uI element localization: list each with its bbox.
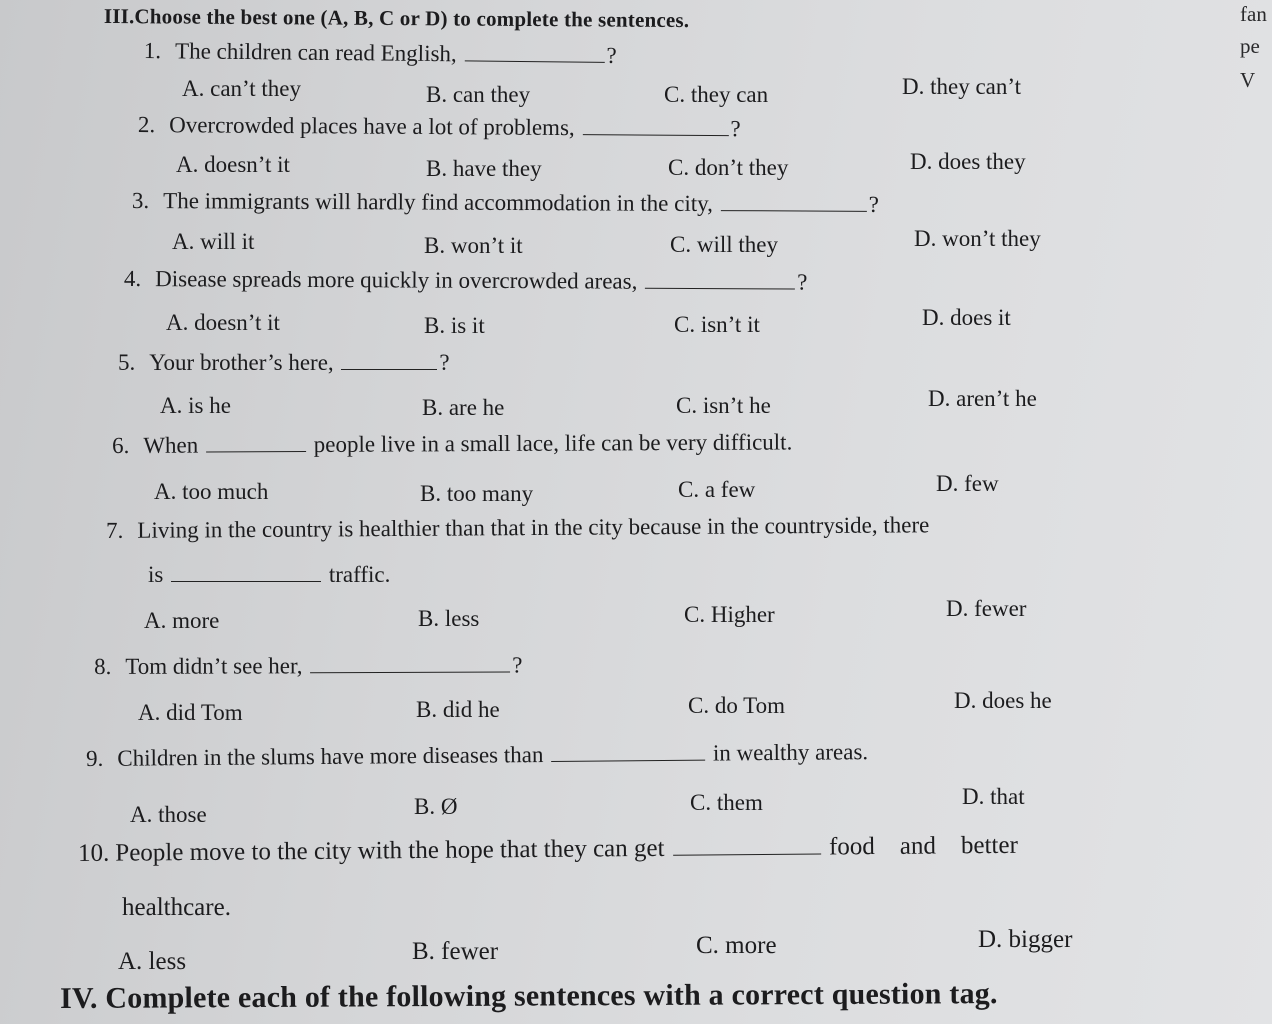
answer-blank[interactable] <box>673 836 821 856</box>
option-c[interactable]: C. them <box>690 790 763 815</box>
answer-blank[interactable] <box>464 42 604 62</box>
option-a[interactable]: A. more <box>144 608 220 633</box>
option-b[interactable]: B. are he <box>422 395 505 420</box>
option-a[interactable]: A. too much <box>154 479 269 504</box>
option-b[interactable]: B. too many <box>420 481 534 506</box>
option-b[interactable]: B. did he <box>416 697 500 722</box>
option-d[interactable]: D. few <box>936 471 999 496</box>
answer-blank[interactable] <box>645 270 795 290</box>
side-fragment: fan <box>1240 2 1267 26</box>
option-a[interactable]: A. doesn’t it <box>176 152 290 177</box>
option-c[interactable]: C. Higher <box>684 602 775 627</box>
option-c[interactable]: C. more <box>696 932 777 959</box>
option-c[interactable]: C. isn’t he <box>676 393 771 418</box>
section-3-title: III.Choose the best one (A, B, C or D) to complete the sentences. <box>103 4 690 33</box>
option-c[interactable]: C. a few <box>678 477 756 502</box>
question-4: 4. Disease spreads more quickly in overcrowded areas, ? <box>123 266 808 295</box>
option-d[interactable]: D. fewer <box>946 596 1027 621</box>
question-9: 9. Children in the slums have more diseases than in wealthy areas. <box>86 739 869 771</box>
option-a[interactable]: A. can’t they <box>182 76 302 101</box>
option-a[interactable]: A. doesn’t it <box>166 310 280 335</box>
answer-blank[interactable] <box>171 563 321 582</box>
option-b[interactable]: B. fewer <box>412 938 499 965</box>
answer-blank[interactable] <box>310 654 510 674</box>
answer-blank[interactable] <box>206 433 306 453</box>
answer-blank[interactable] <box>551 742 705 762</box>
option-d[interactable]: D. that <box>962 784 1025 809</box>
question-8: 8. Tom didn’t see her, ? <box>94 652 523 679</box>
option-a[interactable]: A. will it <box>172 229 255 254</box>
option-d[interactable]: D. won’t they <box>914 226 1041 251</box>
question-7: 7. Living in the country is healthier than that in the city because in the countryside, there <box>106 512 930 543</box>
option-b[interactable]: B. can they <box>426 82 531 107</box>
answer-blank[interactable] <box>721 192 867 212</box>
option-c[interactable]: C. don’t they <box>668 155 789 180</box>
question-5: 5. Your brother’s here, ? <box>118 350 450 375</box>
option-b[interactable]: B. is it <box>424 313 485 338</box>
question-2: 2. Overcrowded places have a lot of problems, ? <box>137 112 741 142</box>
option-a[interactable]: A. is he <box>160 393 231 418</box>
option-c[interactable]: C. isn’t it <box>674 312 760 337</box>
option-b[interactable]: B. Ø <box>414 794 458 819</box>
side-fragment: V <box>1240 68 1256 92</box>
question-1: 1. The children can read English, ? <box>143 38 617 68</box>
section-4-title: IV. Complete each of the following sentences with a correct question tag. <box>60 977 998 1015</box>
option-a[interactable]: A. less <box>118 948 187 975</box>
option-d[interactable]: D. does they <box>910 149 1026 174</box>
option-b[interactable]: B. won’t it <box>424 233 523 258</box>
option-b[interactable]: B. less <box>418 606 480 631</box>
option-a[interactable]: A. those <box>130 802 207 827</box>
question-7-line-2: is traffic. <box>148 562 391 587</box>
question-10-line-2: healthcare. <box>122 894 231 921</box>
question-10: 10. People move to the city with the hope that they can get food and better <box>78 831 1018 867</box>
option-c[interactable]: C. will they <box>670 232 778 257</box>
question-3: 3. The immigrants will hardly find accommodation in the city, ? <box>131 188 879 217</box>
option-d[interactable]: D. does it <box>922 305 1011 330</box>
side-fragment: pe <box>1240 34 1260 58</box>
option-d[interactable]: D. does he <box>954 688 1052 713</box>
answer-blank[interactable] <box>341 351 437 370</box>
option-c[interactable]: C. do Tom <box>688 693 786 718</box>
option-b[interactable]: B. have they <box>426 156 542 181</box>
question-6: 6. When people live in a small lace, life can be very difficult. <box>112 429 793 458</box>
answer-blank[interactable] <box>582 116 728 136</box>
option-d[interactable]: D. they can’t <box>902 74 1022 99</box>
option-d[interactable]: D. bigger <box>978 926 1073 953</box>
option-a[interactable]: A. did Tom <box>138 700 243 725</box>
option-c[interactable]: C. they can <box>664 82 769 107</box>
option-d[interactable]: D. aren’t he <box>928 386 1037 411</box>
